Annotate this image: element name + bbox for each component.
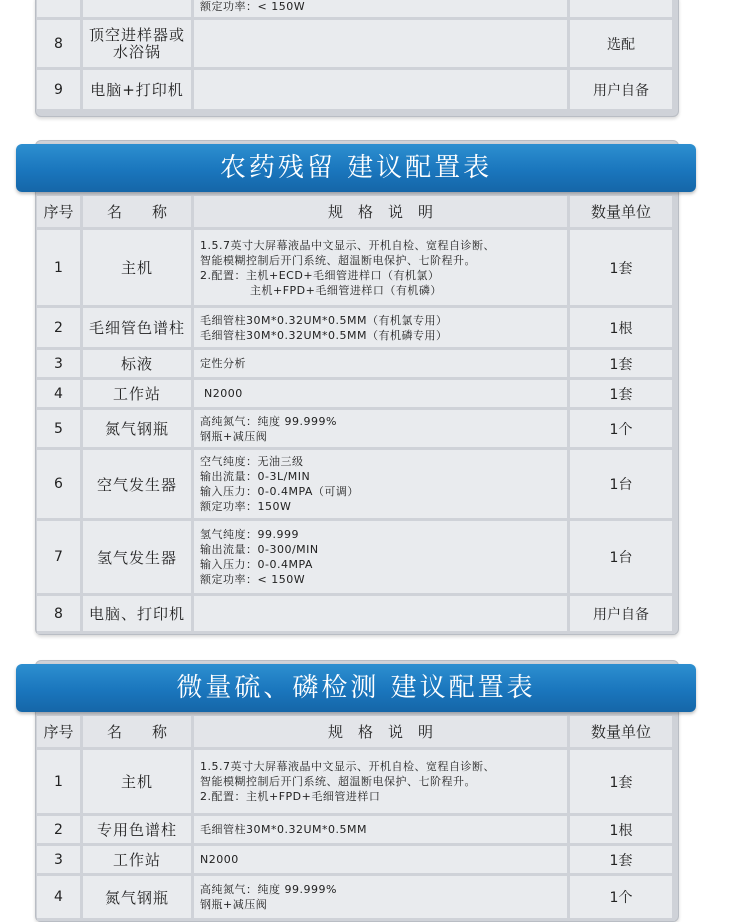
table-row [37,410,675,450]
spec-line: 智能模糊控制后开门系统、超温断电保护、七阶程升。 [200,775,476,788]
row-spec [194,230,570,308]
row-number: 2 [37,308,83,350]
spec-line: 毛细管柱30M*0.32UM*0.5MM（有机氯专用） [200,313,448,327]
spec-line: 1.5.7英寸大屏幕液晶中文显示、开机自检、宽程自诊断、 [200,238,495,252]
row-number: 3 [37,846,83,876]
spec-line: 钢瓶+减压阀 [200,429,268,443]
spec-line: 额定功率：< 150W [200,573,306,586]
row-number: 1 [37,230,83,308]
table-row [37,20,675,70]
header-spec: 规 格 说 明 [194,716,570,750]
table-header-row [37,716,675,750]
section-title-band [16,144,696,192]
row-name: 氮气钢瓶 [83,876,194,921]
spec-line: 定性分析 [200,357,246,370]
table-row [37,308,675,350]
spec-line: 1.5.7英寸大屏幕液晶中文显示、开机自检、宽程自诊断、 [200,760,495,773]
row-unit: 1根 [570,308,675,350]
spec-line: 输出流量：0-300/MIN [200,543,319,556]
row-name: 顶空进样器或 水浴锅 [83,20,194,70]
header-spec: 规 格 说 明 [194,196,570,230]
row-spec [194,521,570,596]
row-spec [194,410,570,450]
header-name: 名 称 [83,196,194,230]
spec-line: 智能模糊控制后开门系统、超温断电保护、七阶程升。 [200,253,476,267]
row-spec [194,876,570,921]
table-row [37,521,675,596]
table-row [37,450,675,521]
spec-line: 空气纯度：无油三级 [200,455,304,468]
spec-line: 氢气纯度：99.999 [200,528,299,541]
row-unit: 1个 [570,876,675,921]
row-name: 电脑、打印机 [83,596,194,634]
row-number: 4 [37,876,83,921]
section-title: 农药残留 建议配置表 [219,153,493,183]
table-row [37,596,675,634]
row-name: 空气发生器 [83,450,194,521]
table-row [37,380,675,410]
row-name: 主机 [83,230,194,308]
table-row [37,0,675,20]
row-spec [194,20,570,70]
row-number [37,0,83,20]
row-spec [194,380,570,410]
header-unit: 数量单位 [570,716,675,750]
top-config-table [37,0,675,112]
header-no: 序号 [37,716,83,750]
table-row [37,846,675,876]
spec-line: 额定功率：< 150W [200,0,306,13]
row-name: 电脑+打印机 [83,70,194,112]
row-unit: 1台 [570,521,675,596]
row-spec [194,350,570,380]
row-name: 专用色谱柱 [83,816,194,846]
row-spec [194,0,570,20]
section-title-band [16,664,696,712]
row-number: 2 [37,816,83,846]
spec-line: N2000 [200,387,243,400]
spec-line: 主机+FPD+毛细管进样口（有机磷） [250,283,442,297]
spec-line: 额定功率：150W [200,500,292,513]
row-number: 3 [37,350,83,380]
row-number: 8 [37,20,83,70]
section-title: 微量硫、磷检测 建议配置表 [176,673,536,703]
row-spec [194,450,570,521]
spec-line: 高纯氮气：纯度 99.999% [200,414,337,428]
spec-line: 输入压力：0-0.4MPA [200,558,313,571]
row-name: 标液 [83,350,194,380]
table-header-row [37,196,675,230]
spec-line: 2.配置：主机+ECD+毛细管进样口（有机氯） [200,268,440,282]
row-unit: 1套 [570,230,675,308]
header-no: 序号 [37,196,83,230]
spec-line: 输出流量：0-3L/MIN [200,470,311,483]
row-number: 7 [37,521,83,596]
table-row [37,750,675,816]
row-unit: 用户自备 [570,70,675,112]
row-unit: 选配 [570,20,675,70]
row-spec [194,308,570,350]
row-number: 9 [37,70,83,112]
row-unit: 1套 [570,750,675,816]
row-unit [570,0,675,20]
row-name: 主机 [83,750,194,816]
row-unit: 1根 [570,816,675,846]
spec-line: 输入压力：0-0.4MPA（可调） [200,485,359,498]
row-name: 工作站 [83,846,194,876]
row-name: 毛细管色谱柱 [83,308,194,350]
spec-line: 钢瓶+减压阀 [200,898,268,911]
header-unit: 数量单位 [570,196,675,230]
row-number: 4 [37,380,83,410]
row-number: 5 [37,410,83,450]
row-spec [194,70,570,112]
row-name [83,0,194,20]
spec-line: N2000 [200,853,239,866]
row-number: 1 [37,750,83,816]
table-row [37,70,675,112]
spec-line: 高纯氮气：纯度 99.999% [200,883,337,896]
row-name: 氮气钢瓶 [83,410,194,450]
table-row [37,876,675,921]
row-number: 6 [37,450,83,521]
row-unit: 1个 [570,410,675,450]
spec-line: 毛细管柱30M*0.32UM*0.5MM [200,823,367,836]
row-spec [194,750,570,816]
table-row [37,230,675,308]
pesticide-config-table [37,196,675,634]
row-unit: 1套 [570,350,675,380]
row-spec [194,596,570,634]
spec-line: 毛细管柱30M*0.32UM*0.5MM（有机磷专用） [200,328,448,342]
sulfur-config-table [37,716,675,921]
row-spec [194,846,570,876]
row-unit: 1台 [570,450,675,521]
row-unit: 用户自备 [570,596,675,634]
table-row [37,350,675,380]
spec-line: 2.配置：主机+FPD+毛细管进样口 [200,790,381,803]
row-unit: 1套 [570,846,675,876]
header-name: 名 称 [83,716,194,750]
row-number: 8 [37,596,83,634]
row-name: 氢气发生器 [83,521,194,596]
row-name: 工作站 [83,380,194,410]
table-row [37,816,675,846]
row-unit: 1套 [570,380,675,410]
row-spec [194,816,570,846]
